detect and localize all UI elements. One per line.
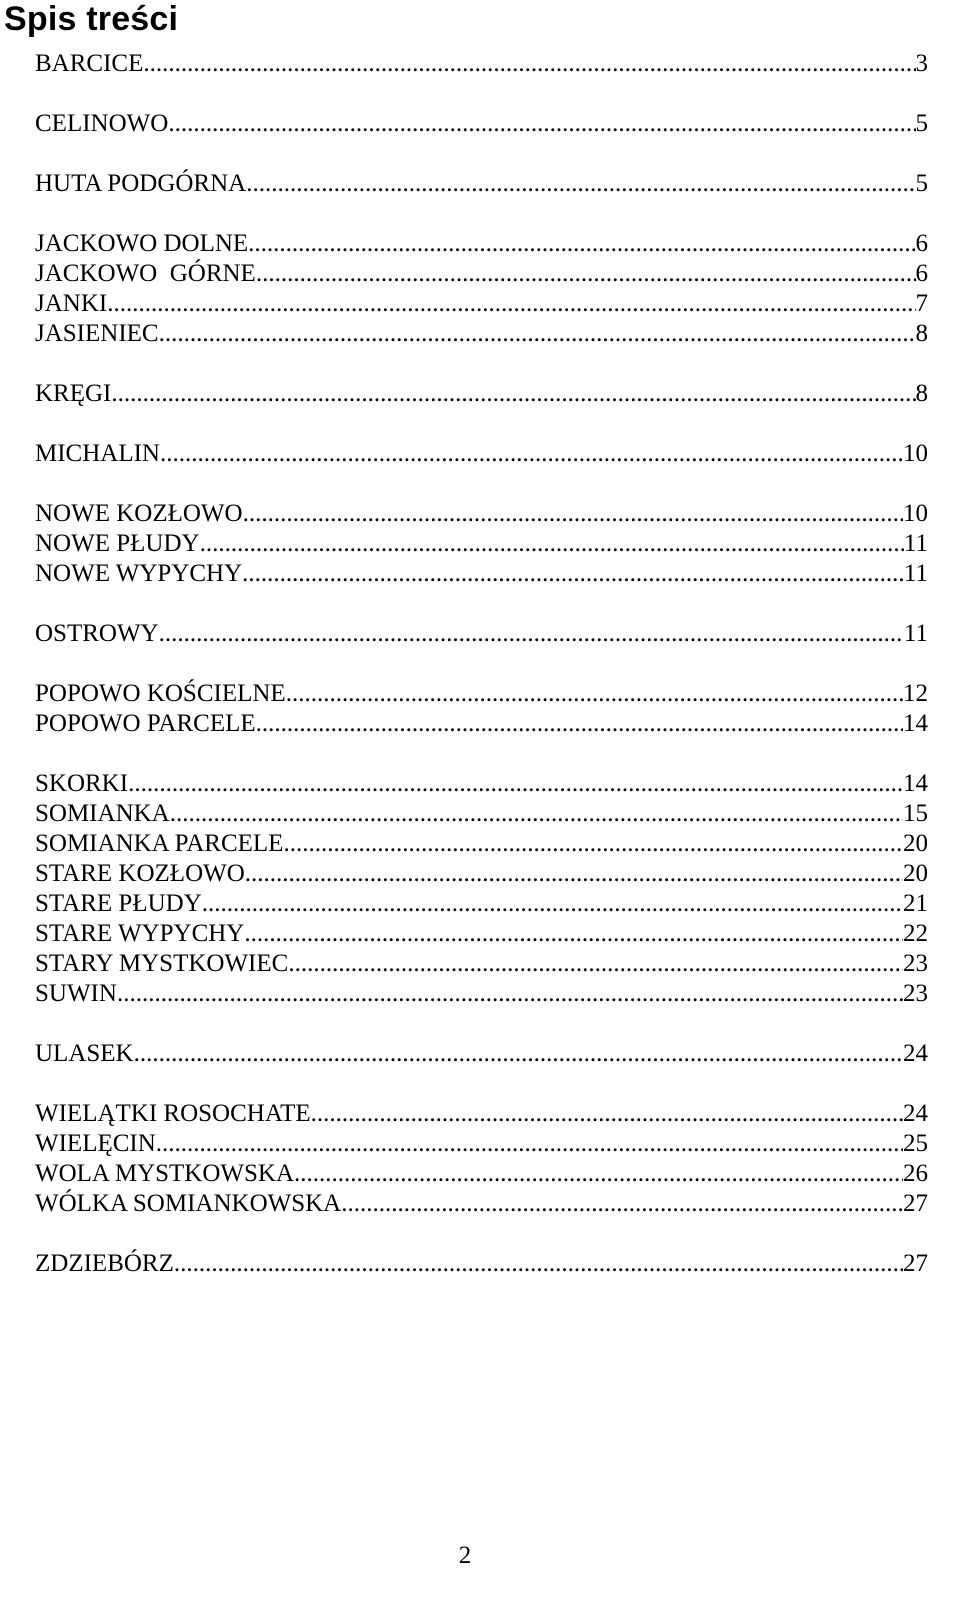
dot-leader xyxy=(134,1040,903,1068)
toc-entry[interactable] xyxy=(35,230,928,258)
dot-leader xyxy=(286,680,903,708)
toc-entry-page: 27 xyxy=(903,1190,928,1217)
dot-leader xyxy=(111,380,915,408)
toc-entry-page: 11 xyxy=(903,530,928,557)
toc-entry-page: 27 xyxy=(903,1250,928,1277)
toc-entry-page: 15 xyxy=(903,800,928,827)
toc-entry[interactable] xyxy=(35,1250,928,1278)
toc-entry[interactable] xyxy=(35,1190,928,1218)
toc-entry-page: 8 xyxy=(915,380,928,407)
dot-leader xyxy=(202,890,903,918)
toc-entry[interactable] xyxy=(35,170,928,198)
toc-entry[interactable] xyxy=(35,500,928,528)
page-number: 2 xyxy=(458,1542,472,1569)
toc-entry-name: BARCICE xyxy=(35,50,144,77)
toc-entry-page: 5 xyxy=(915,110,928,137)
toc-entry-page: 14 xyxy=(903,770,928,797)
dot-leader xyxy=(159,620,904,648)
toc-entry[interactable] xyxy=(35,260,928,288)
dot-leader xyxy=(256,260,916,288)
dot-leader xyxy=(242,560,904,588)
dot-leader xyxy=(170,800,903,828)
toc-entry-page: 26 xyxy=(903,1160,928,1187)
toc-entry[interactable] xyxy=(35,1100,928,1128)
toc-entry-page: 12 xyxy=(903,680,928,707)
toc-entry-page: 6 xyxy=(915,230,928,257)
dot-leader xyxy=(200,530,904,558)
toc-entry[interactable] xyxy=(35,560,928,588)
toc-entry[interactable] xyxy=(35,770,928,798)
dot-leader xyxy=(143,50,915,78)
toc-entry[interactable] xyxy=(35,1160,928,1188)
toc-entry-name: ZDZIEBÓRZ xyxy=(35,1250,174,1277)
dot-leader xyxy=(294,1160,903,1188)
toc-entry-name: JACKOWO DOLNE xyxy=(35,230,249,257)
toc-entry-name: STARY MYSTKOWIEC xyxy=(35,950,289,977)
toc-entry[interactable] xyxy=(35,110,928,138)
dot-leader xyxy=(117,980,903,1008)
toc-entry-name: POPOWO KOŚCIELNE xyxy=(35,680,286,707)
toc-entry-name: JACKOWO GÓRNE xyxy=(35,260,256,287)
toc-entry-name: STARE PŁUDY xyxy=(35,890,202,917)
toc-entry-page: 23 xyxy=(903,980,928,1007)
toc-entry-name: CELINOWO xyxy=(35,110,169,137)
toc-entry[interactable] xyxy=(35,50,928,78)
toc-entry-page: 10 xyxy=(903,440,928,467)
toc-entry-name: ULASEK xyxy=(35,1040,134,1067)
dot-leader xyxy=(244,920,903,948)
toc-entry-name: MICHALIN xyxy=(35,440,160,467)
toc-entry[interactable] xyxy=(35,800,928,828)
toc-entry-page: 6 xyxy=(915,260,928,287)
toc-entry-name: NOWE KOZŁOWO xyxy=(35,500,243,527)
dot-leader xyxy=(128,770,903,798)
toc-entry-name: WIELĄTKI ROSOCHATE xyxy=(35,1100,311,1127)
toc-entry-name: NOWE PŁUDY xyxy=(35,530,200,557)
dot-leader xyxy=(245,860,903,888)
toc-entry[interactable] xyxy=(35,920,928,948)
toc-entry[interactable] xyxy=(35,680,928,708)
dot-leader xyxy=(246,170,915,198)
toc-entry-page: 20 xyxy=(903,830,928,857)
toc-entry-name: JASIENIEC xyxy=(35,320,159,347)
toc-entry-page: 5 xyxy=(915,170,928,197)
toc-entry-page: 10 xyxy=(903,500,928,527)
toc-title: Spis treści xyxy=(4,0,179,38)
toc-entry[interactable] xyxy=(35,710,928,738)
toc-entry[interactable] xyxy=(35,320,928,348)
toc-entry[interactable] xyxy=(35,980,928,1008)
toc-entry-page: 24 xyxy=(903,1100,928,1127)
toc-entry-page: 22 xyxy=(903,920,928,947)
dot-leader xyxy=(248,230,915,258)
toc-entry-name: STARE KOZŁOWO xyxy=(35,860,245,887)
toc-entry[interactable] xyxy=(35,620,928,648)
toc-entry-page: 21 xyxy=(903,890,928,917)
dot-leader xyxy=(288,950,903,978)
toc-entry[interactable] xyxy=(35,380,928,408)
toc-entry-page: 7 xyxy=(915,290,928,317)
toc-entry[interactable] xyxy=(35,890,928,918)
toc-entry[interactable] xyxy=(35,290,928,318)
toc-entry-page: 3 xyxy=(915,50,928,77)
toc-entry[interactable] xyxy=(35,860,928,888)
toc-entry-name: JANKI xyxy=(35,290,108,317)
toc-entry[interactable] xyxy=(35,1130,928,1158)
toc-entry[interactable] xyxy=(35,830,928,858)
toc-entry-page: 14 xyxy=(903,710,928,737)
dot-leader xyxy=(160,440,903,468)
toc-entry[interactable] xyxy=(35,530,928,558)
dot-leader xyxy=(283,830,903,858)
toc-entry-page: 11 xyxy=(903,620,928,647)
toc-entry-page: 24 xyxy=(903,1040,928,1067)
toc-list xyxy=(35,0,928,1400)
toc-entry-name: WOLA MYSTKOWSKA xyxy=(35,1160,295,1187)
toc-entry-name: NOWE WYPYCHY xyxy=(35,560,243,587)
toc-entry[interactable] xyxy=(35,440,928,468)
toc-entry-name: KRĘGI xyxy=(35,380,112,407)
toc-entry-name: WÓLKA SOMIANKOWSKA xyxy=(35,1190,342,1217)
toc-entry-page: 23 xyxy=(903,950,928,977)
dot-leader xyxy=(243,500,903,528)
toc-entry[interactable] xyxy=(35,950,928,978)
toc-entry-name: WIELĘCIN xyxy=(35,1130,156,1157)
dot-leader xyxy=(159,320,916,348)
dot-leader xyxy=(174,1250,903,1278)
dot-leader xyxy=(156,1130,903,1158)
toc-entry-name: OSTROWY xyxy=(35,620,159,647)
toc-entry[interactable] xyxy=(35,1040,928,1068)
toc-entry-name: SUWIN xyxy=(35,980,117,1007)
dot-leader xyxy=(107,290,915,318)
toc-entry-page: 25 xyxy=(903,1130,928,1157)
toc-entry-name: SOMIANKA PARCELE xyxy=(35,830,284,857)
toc-entry-name: HUTA PODGÓRNA xyxy=(35,170,247,197)
dot-leader xyxy=(341,1190,903,1218)
dot-leader xyxy=(311,1100,903,1128)
toc-entry-page: 8 xyxy=(915,320,928,347)
toc-entry-page: 11 xyxy=(903,560,928,587)
toc-entry-name: POPOWO PARCELE xyxy=(35,710,256,737)
toc-entry-name: SOMIANKA xyxy=(35,800,170,827)
dot-leader xyxy=(256,710,903,738)
dot-leader xyxy=(168,110,915,138)
toc-entry-name: SKORKI xyxy=(35,770,129,797)
toc-entry-name: STARE WYPYCHY xyxy=(35,920,245,947)
toc-entry-page: 20 xyxy=(903,860,928,887)
